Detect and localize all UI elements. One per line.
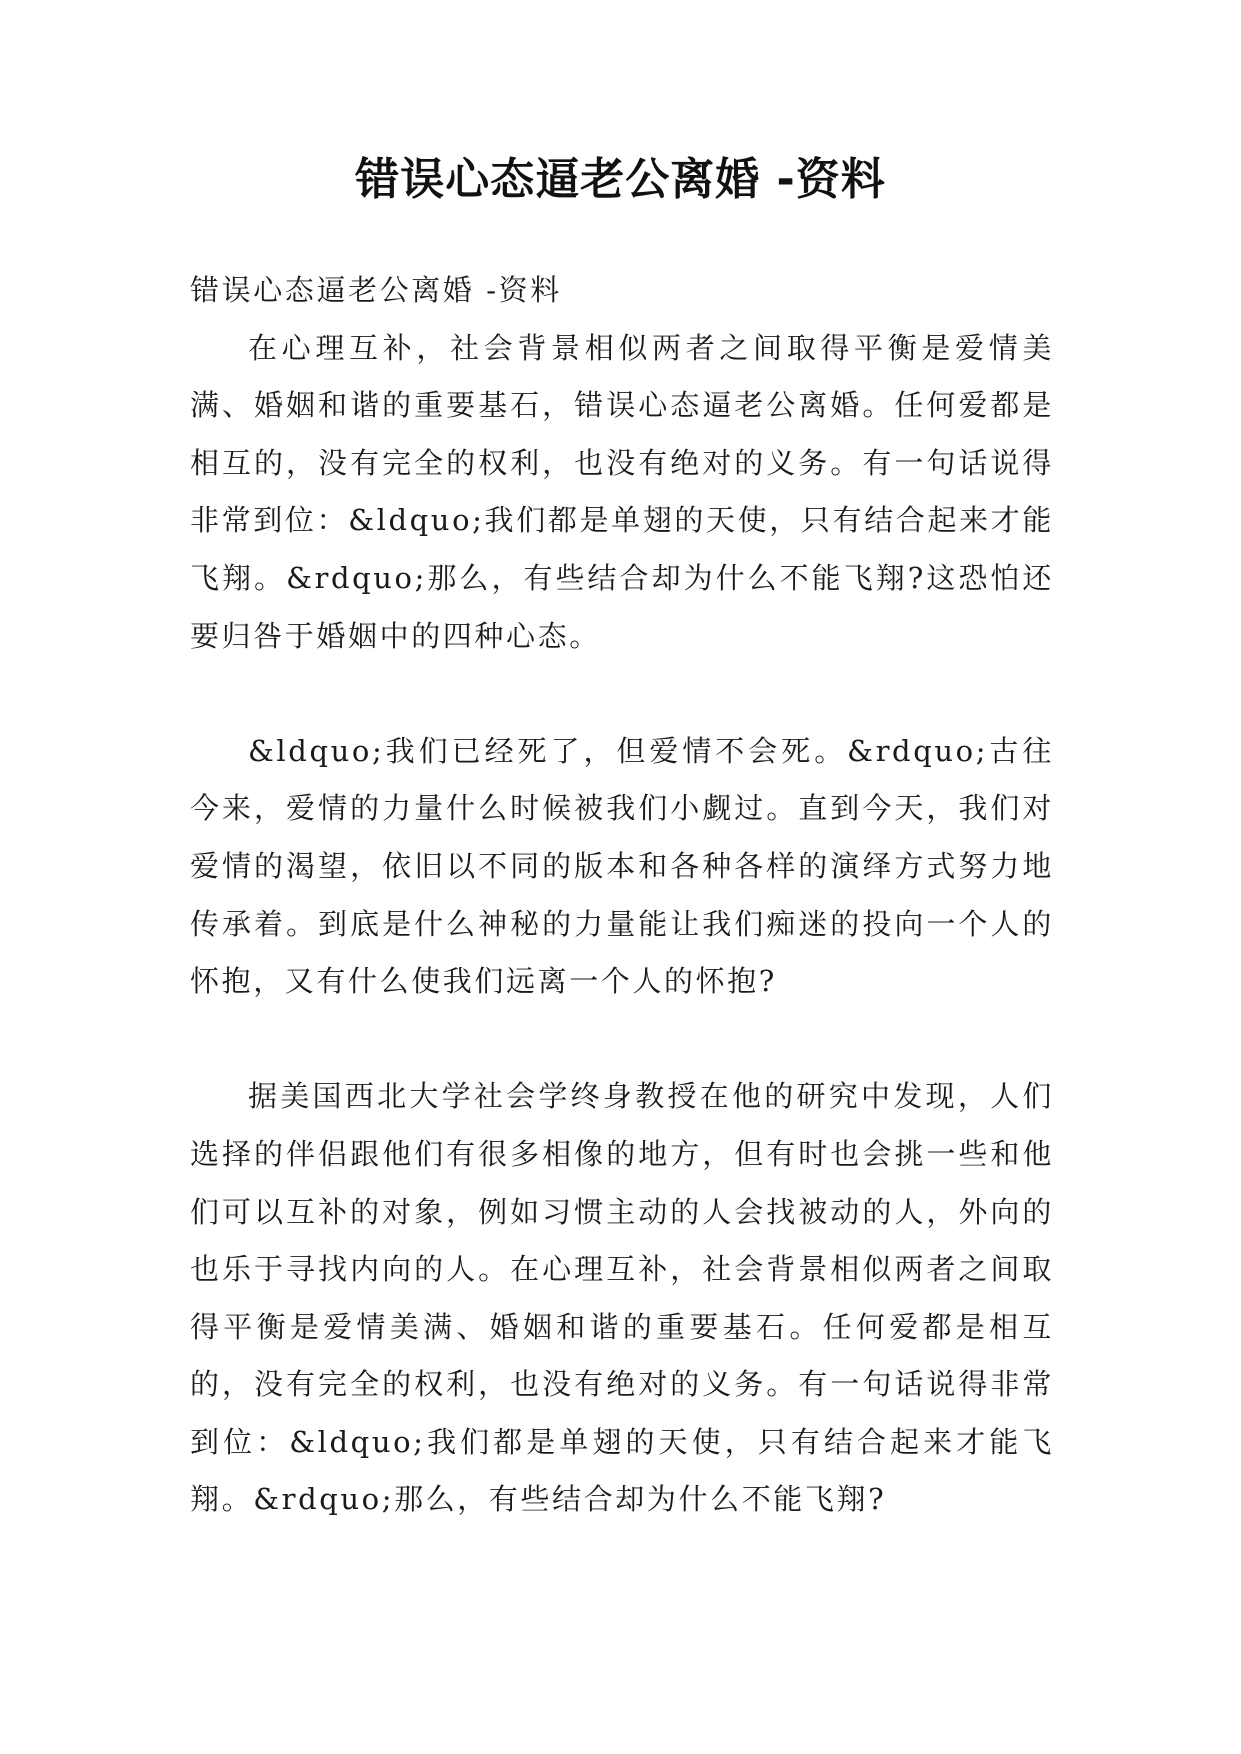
paragraph-spacer — [190, 1011, 1054, 1069]
paragraph-3: 据美国西北大学社会学终身教授在他的研究中发现，人们选择的伴侣跟他们有很多相像的地方，但有时也会挑一些和他们可以互补的对象，例如习惯主动的人会找被动的人，外向的也乐于寻找内向的人。在心理互补，社会背景相似两者之间取得平衡是爱情美满、婚姻和谐的重要基石。任何爱都是相互的，没有完全的权利，也没有绝对的义务。有一句话说得非常到位：&ldquo;我们都是单翅的天使，只有结合起来才能飞翔。&rdquo;那么，有些结合却为什么不能飞翔? — [190, 1079, 1054, 1517]
paragraph-spacer — [190, 665, 1054, 723]
document-body — [190, 262, 1054, 1529]
paragraph-2: &ldquo;我们已经死了，但爱情不会死。&rdquo;古往今来，爱情的力量什么时候被我们小觑过。直到今天，我们对爱情的渴望，依旧以不同的版本和各种各样的演绎方式努力地传承着。到底是什么神秘的力量能让我们痴迷的投向一个人的怀抱，又有什么使我们远离一个人的怀抱? — [190, 733, 1054, 999]
paragraph-1: 在心理互补，社会背景相似两者之间取得平衡是爱情美满、婚姻和谐的重要基石，错误心态逼老公离婚。任何爱都是相互的，没有完全的权利，也没有绝对的义务。有一句话说得非常到位：&ldquo;我们都是单翅的天使，只有结合起来才能飞翔。&rdquo;那么，有些结合却为什么不能飞翔?这恐怕还要归咎于婚姻中的四种心态。 — [190, 330, 1054, 653]
document-subtitle: 错误心态逼老公离婚 -资料 — [190, 273, 562, 307]
document-title: 错误心态逼老公离婚 -资料 — [355, 154, 886, 205]
